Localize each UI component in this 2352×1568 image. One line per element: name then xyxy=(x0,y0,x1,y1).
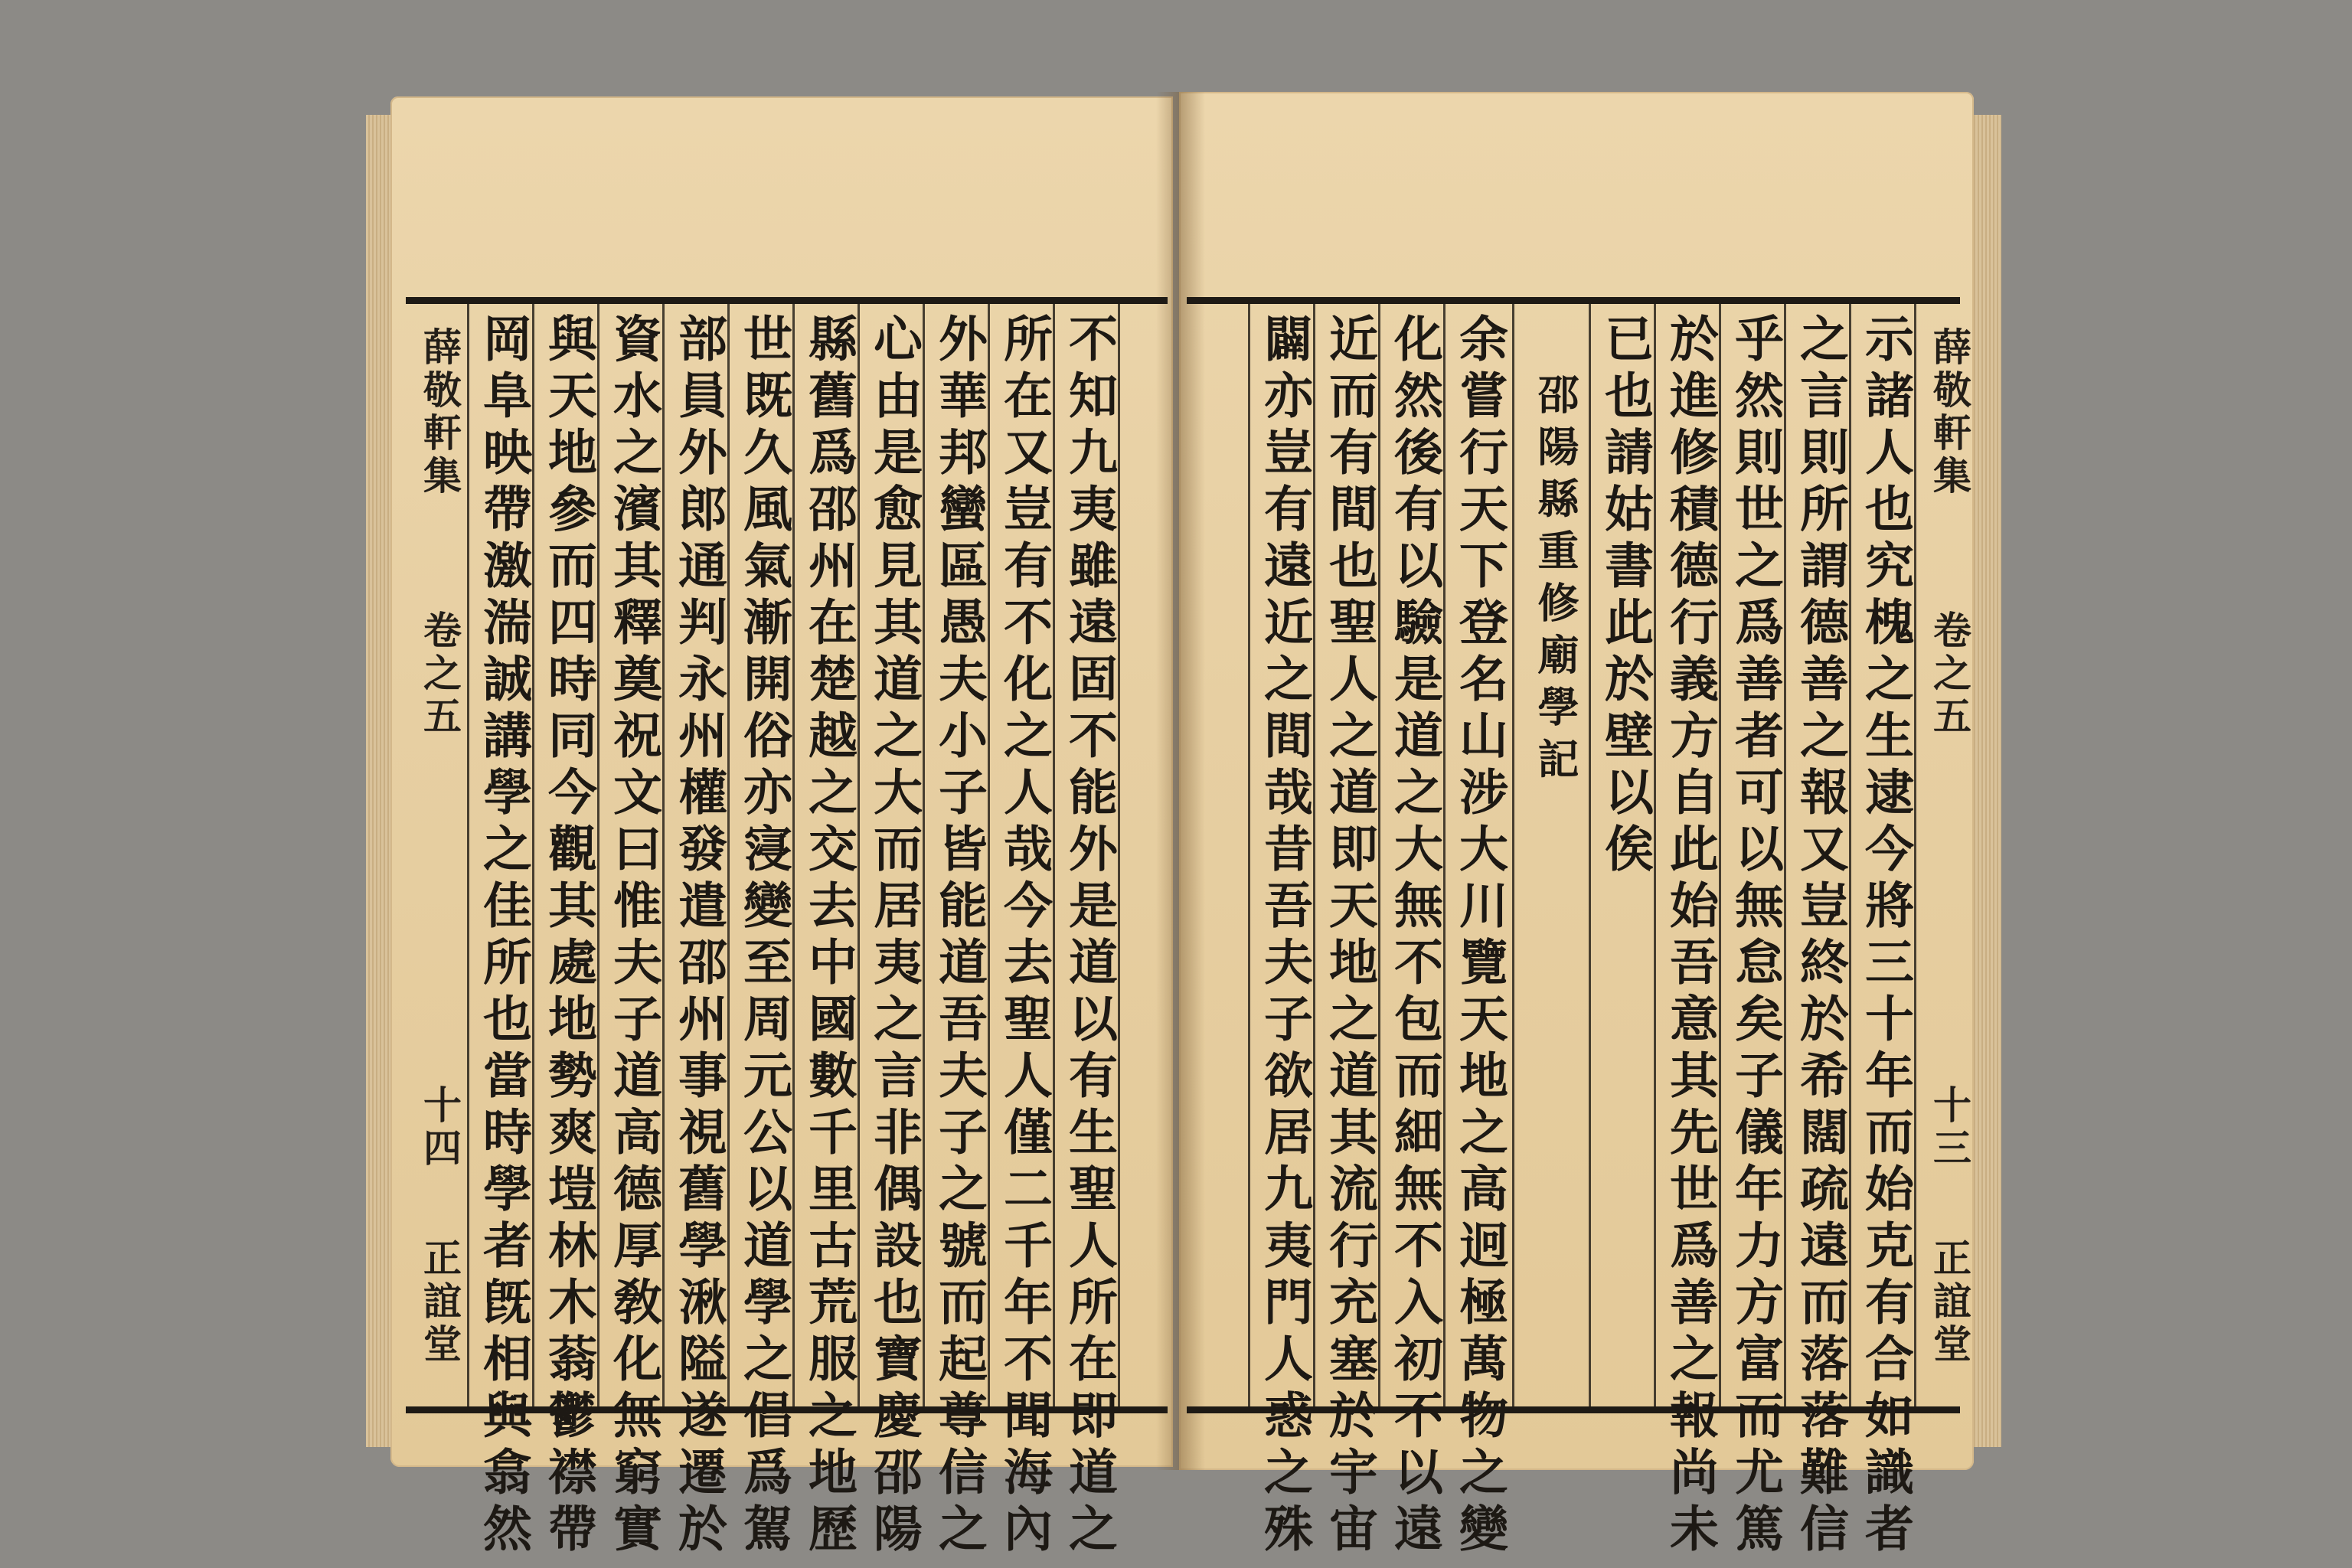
text-column: 心由是愈見其道之大而居夷之言非偶設也寶慶邵陽 xyxy=(865,313,923,1560)
column-rule xyxy=(1313,304,1315,1406)
text-column: 之言則所謂德善之報又豈終於希闊疏遠而落落難信 xyxy=(1792,313,1849,1560)
margin-volume: 卷之五 xyxy=(417,610,462,739)
margin-book-title: 薛敬軒集 xyxy=(1927,327,1972,498)
column-rule xyxy=(988,304,990,1406)
text-column: 乎然則世之爲善者可以無怠矣子儀年力方富而尤篤 xyxy=(1726,313,1784,1560)
column-rule xyxy=(1118,304,1120,1406)
column-rule xyxy=(1248,304,1250,1406)
margin-folio: 十四 xyxy=(417,1085,462,1171)
column-rule xyxy=(792,304,795,1406)
text-column: 所在又豈有不化之人哉今去聖人僅二千年不聞海內 xyxy=(995,313,1053,1560)
margin-publisher: 正誼堂 xyxy=(417,1238,462,1367)
text-column: 縣舊爲邵州在楚越之交去中國數千里古荒服之地歷 xyxy=(800,313,858,1560)
column-rule xyxy=(1654,304,1656,1406)
text-column: 資水之濱其釋奠祝文曰惟夫子道高德厚敎化無窮實 xyxy=(605,313,662,1560)
text-column: 示諸人也究槐之生逮今將三十年而始克有合如識者 xyxy=(1857,313,1914,1560)
text-column: 不知九夷雖遠固不能外是道以有生聖人所在即道之 xyxy=(1060,313,1118,1560)
column-rule xyxy=(1914,304,1916,1406)
text-column: 岡阜映帶激湍誠講學之佳所也當時學者旣相與翕然 xyxy=(475,313,532,1560)
column-rule xyxy=(727,304,730,1406)
column-rule xyxy=(858,304,860,1406)
text-column: 余嘗行天下登名山涉大川覽天地之高迥極萬物之變 xyxy=(1451,313,1508,1560)
text-column: 於進修積德行義方自此始吾意其先世爲善之報尚未 xyxy=(1661,313,1719,1560)
column-rule xyxy=(662,304,665,1406)
text-column: 闢亦豈有遠近之間哉昔吾夫子欲居九夷門人惑之殊 xyxy=(1256,313,1313,1560)
column-rule xyxy=(1512,304,1514,1406)
column-rule xyxy=(1784,304,1786,1406)
column-rule xyxy=(532,304,534,1406)
text-column: 外華邦蠻區愚夫小子皆能道吾夫子之號而起尊信之 xyxy=(930,313,988,1560)
column-rule xyxy=(467,304,469,1406)
column-rule xyxy=(1443,304,1446,1406)
column-rule xyxy=(1719,304,1721,1406)
margin-publisher: 正誼堂 xyxy=(1927,1238,1972,1367)
text-column: 與天地參而四時同今觀其處地勢爽塏林木蓊鬱襟帶 xyxy=(540,313,597,1560)
column-rule xyxy=(597,304,599,1406)
text-column: 部員外郎通判永州權發遣邵州事視舊學湫隘遂遷於 xyxy=(670,313,727,1560)
margin-book-title: 薛敬軒集 xyxy=(417,327,462,498)
left-text-frame xyxy=(406,297,1168,1560)
text-column: 近而有間也聖人之道即天地之道其流行充塞於宇宙 xyxy=(1321,313,1378,1560)
text-column: 世既久風氣漸開俗亦寖變至周元公以道學之倡爲駕 xyxy=(735,313,792,1560)
text-column: 化然後有以驗是道之大無不包而細無不入初不以遠 xyxy=(1386,313,1443,1560)
section-title: 邵陽縣重修廟學記 xyxy=(1531,373,1580,789)
column-rule xyxy=(1849,304,1851,1406)
column-rule xyxy=(1589,304,1591,1406)
margin-folio: 十三 xyxy=(1927,1085,1972,1171)
margin-volume: 卷之五 xyxy=(1927,610,1972,739)
text-column: 已也請姑書此於壁以俟 xyxy=(1596,313,1654,880)
right-text-frame xyxy=(1187,297,1972,1560)
column-rule xyxy=(1053,304,1055,1406)
column-rule xyxy=(923,304,925,1406)
column-rule xyxy=(1378,304,1380,1406)
